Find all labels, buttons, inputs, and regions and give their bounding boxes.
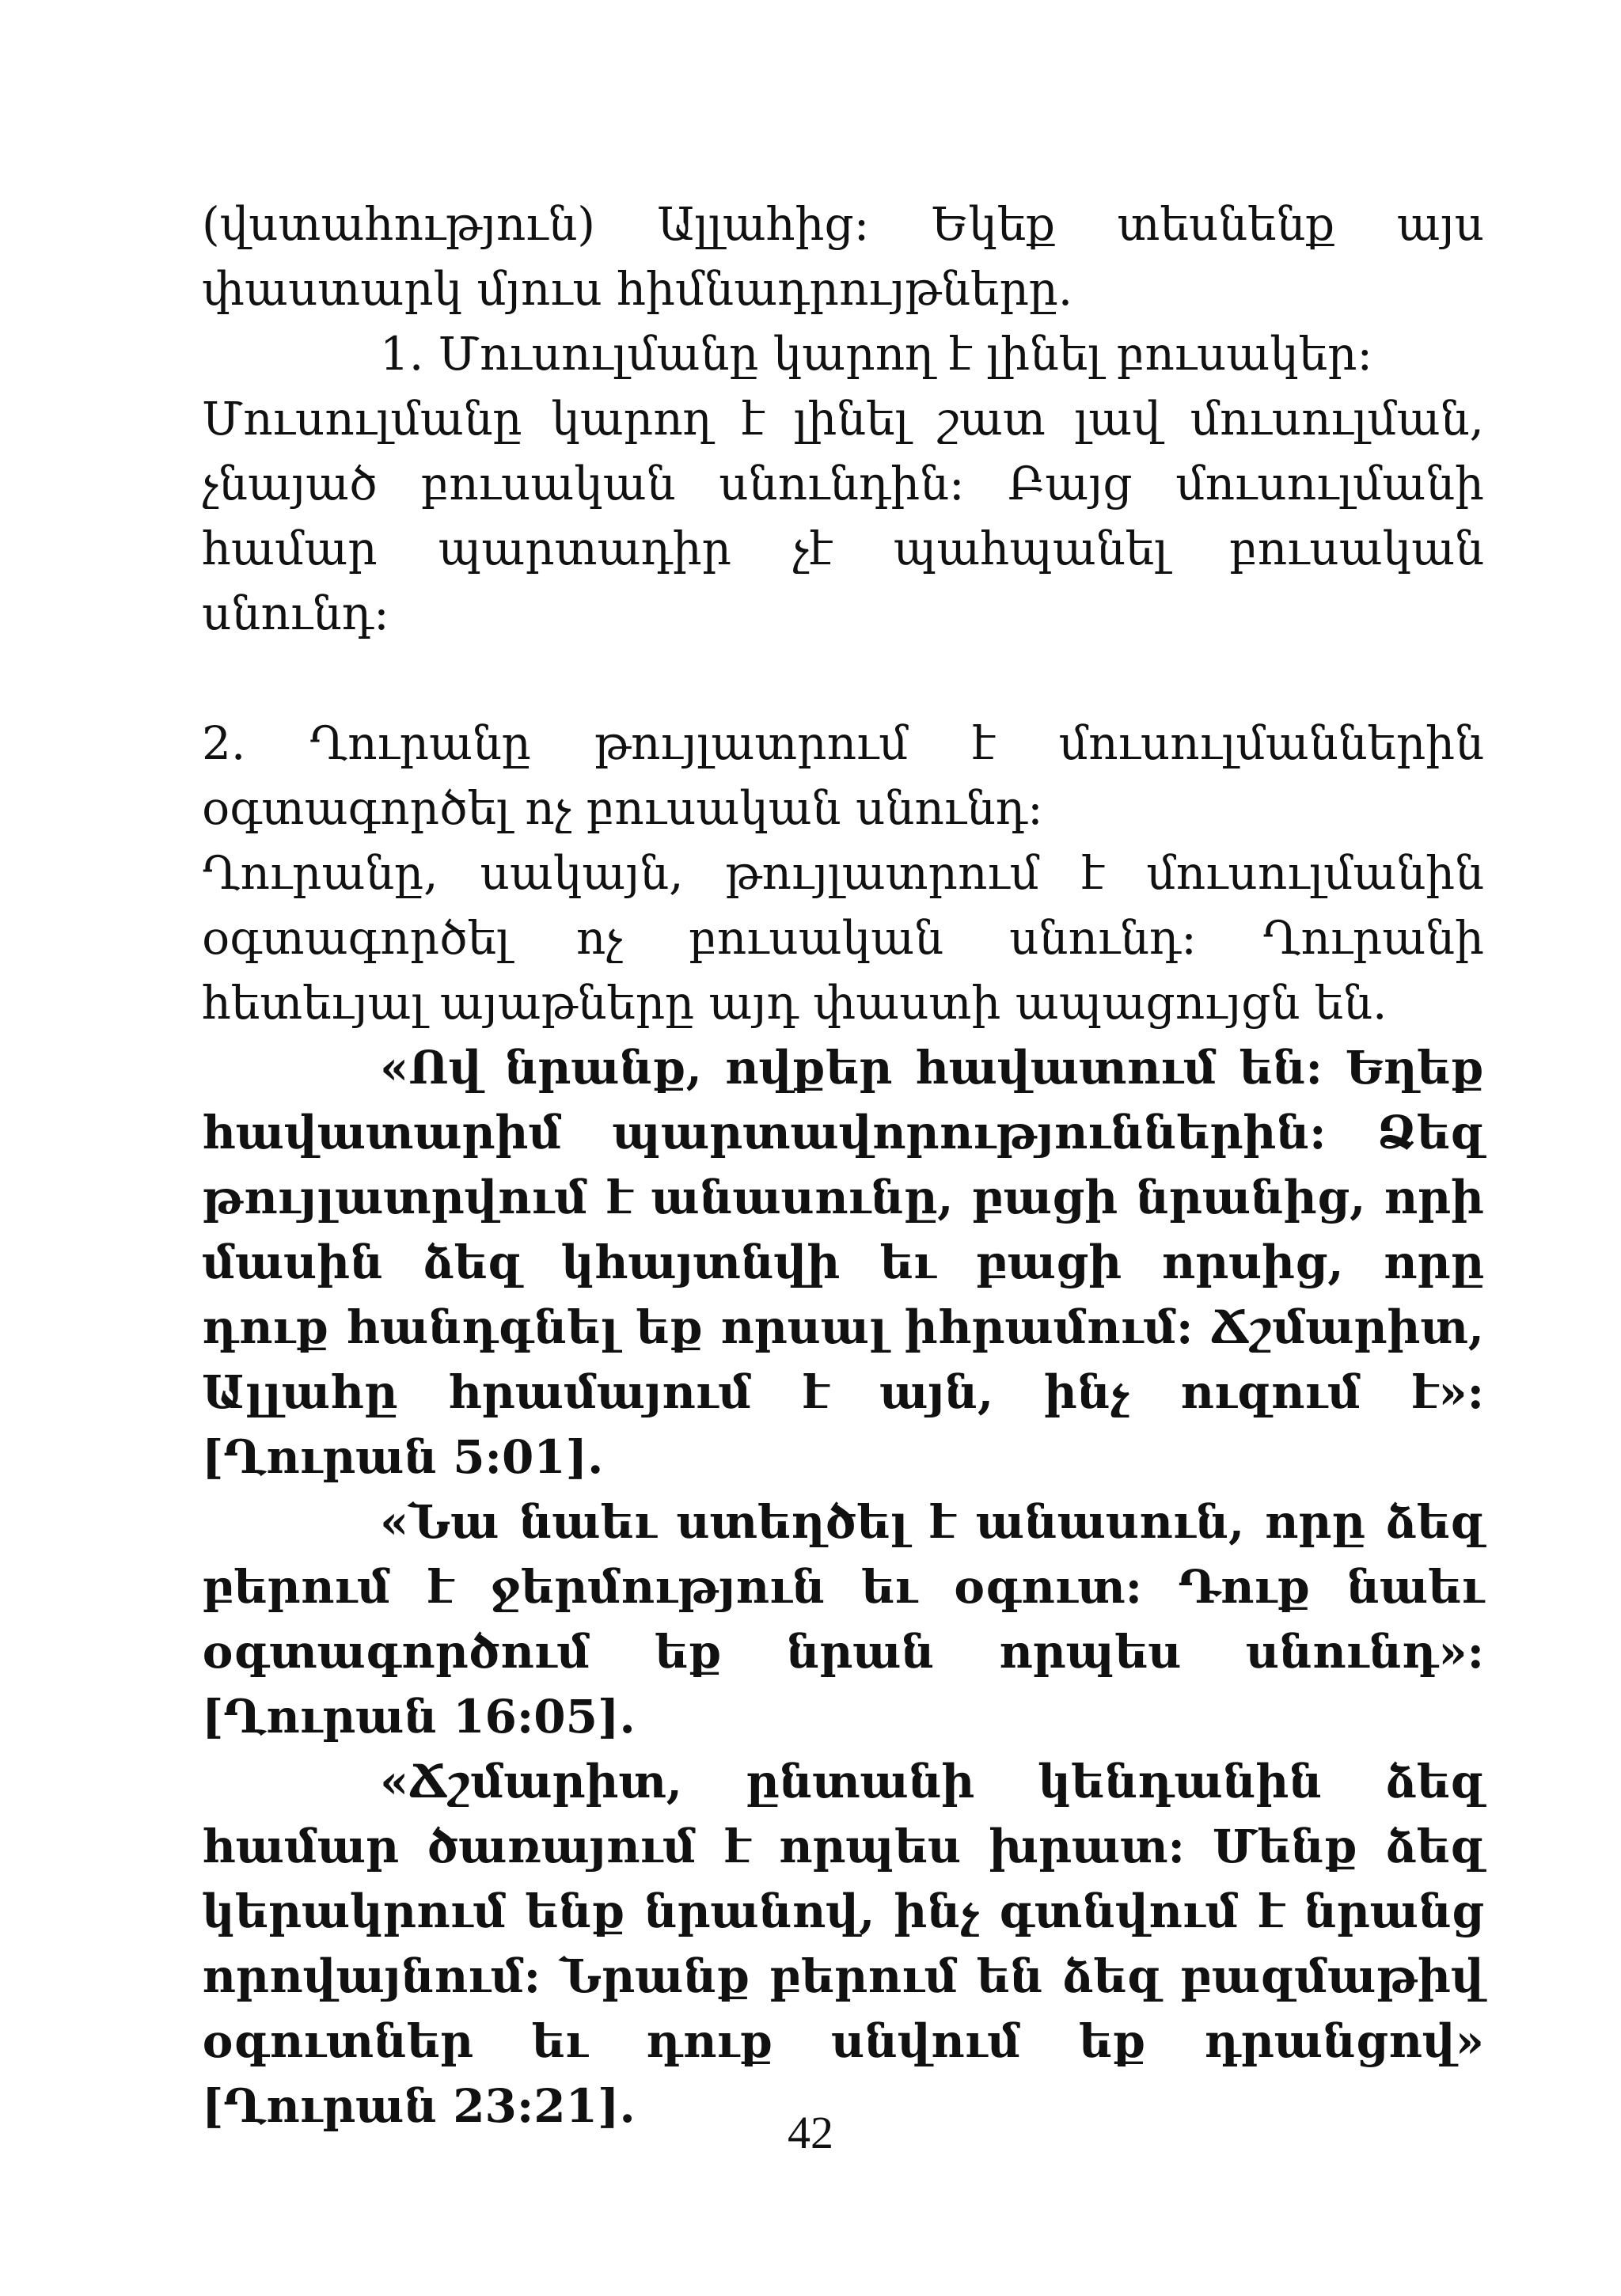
page-number: 42 [788, 2107, 833, 2158]
paragraph-point-1: Մուսուլմանը կարող է լինել շատ լավ մուսուլման, չնայած բուսական սնունդին: Բայց մուսուլմանի համար պարտադիր չէ պահպանել բուսական սնունդ: [202, 392, 1484, 640]
paragraph-gap [202, 646, 1484, 711]
quote-quran-5-01: «Ով նրանք, ովքեր հավատում են: Եղեք հավատարիմ պարտավորություններին: Ձեզ թույլատրվում է անասունը, բացի նրանից, որի մասին ձեզ կհայտնվի եւ բացի որսից, որը դուք հանդգնել եք որսալ իհրամում: Ճշմարիտ, Ալլահը հրամայում է այն, ինչ ուզում է»: [Ղուրան 5:01]. [202, 1041, 1484, 1484]
paragraph-point-2: Ղուրանը, սակայն, թույլատրում է մուսուլմանին օգտագործել ոչ բուսական սնունդ: Ղուրանի հետեւյալ այաթները այդ փաստի ապացույցն են. [202, 846, 1484, 1030]
quote-quran-16-05: «Նա նաեւ ստեղծել է անասուն, որը ձեզ բերում է ջերմություն եւ օգուտ: Դուք նաեւ օգտագործում եք նրան որպես սնունդ»: [Ղուրան 16:05]. [202, 1495, 1484, 1744]
paragraph-intro: (վստահություն) Ալլահից: Եկեք տեսնենք այս փաստարկ մյուս հիմնադրույթները. [202, 197, 1484, 316]
page-body [202, 192, 1484, 2139]
heading-point-1: 1. Մուսուլմանը կարող է լինել բուսակեր: [380, 327, 1373, 381]
heading-point-2: 2. Ղուրանը թույլատրում է մուսուլմաններին օգտագործել ոչ բուսական սնունդ: [202, 716, 1484, 835]
quote-quran-23-21: «Ճշմարիտ, ընտանի կենդանին ձեզ համար ծառայում է որպես խրատ: Մենք ձեզ կերակրում ենք նրանով, ինչ գտնվում է նրանց որովայնում: Նրանք բերում են ձեզ բազմաթիվ օգուտներ եւ դուք սնվում եք դրանցով» [Ղուրան 23:21]. [202, 1755, 1484, 2133]
